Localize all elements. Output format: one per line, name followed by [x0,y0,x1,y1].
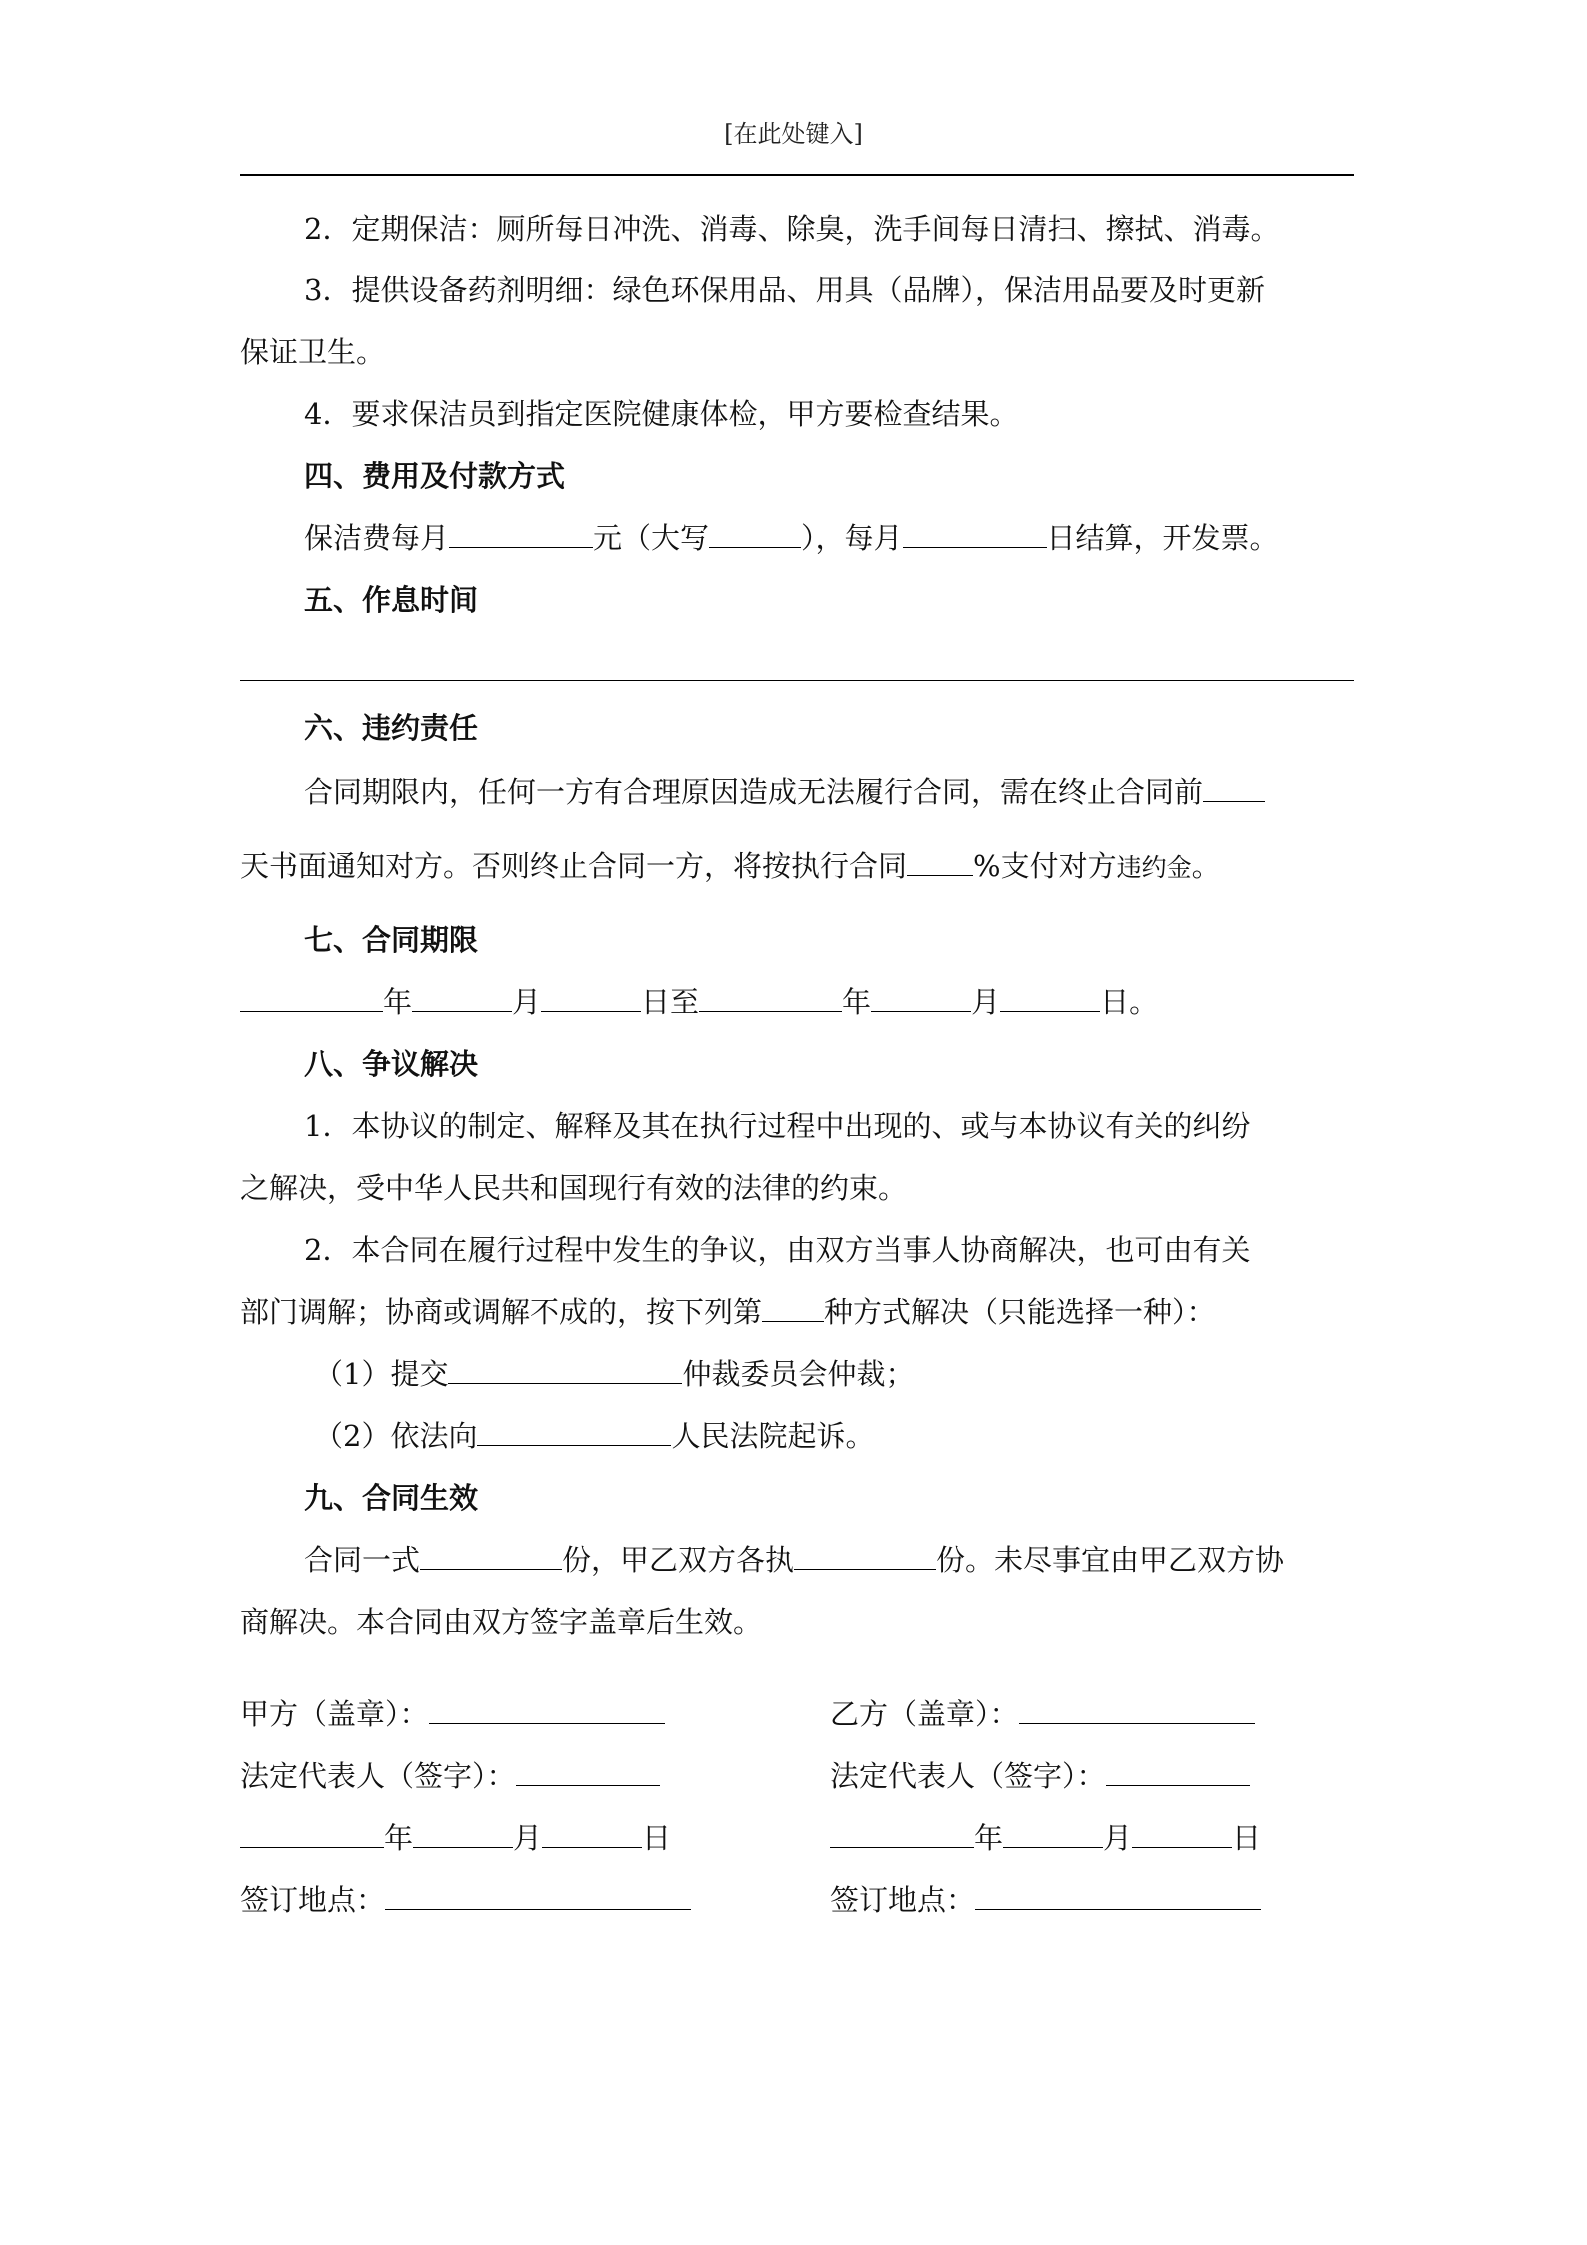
fee-label: 保洁费每月 [304,521,450,555]
effect-line-2: 商解决。本合同由双方签字盖章后生效。 [240,1605,763,1639]
settle-day-blank [903,517,1047,548]
breach-text-end: 。 [1191,849,1221,883]
start-day-blank [541,981,641,1012]
term-year-1: 年 [383,985,413,1019]
clause-3-2: 2．定期保洁：厕所每日冲洗、消毒、除臭，洗手间每日清扫、擦拭、消毒。 [304,212,1280,246]
party-a-place [240,1878,691,1919]
effect-text-1: 合同一式 [304,1543,421,1577]
party-a-year: 年 [384,1821,414,1855]
party-b-day: 日 [1232,1821,1262,1855]
section-7-heading: 七、合同期限 [304,923,479,957]
party-a-seal-blank [429,1693,665,1724]
section-6-heading: 六、违约责任 [304,711,479,745]
breach-text-3: %支付对方 [973,849,1117,883]
clause-3-3: 3．提供设备药剂明细：绿色环保用品、用具（品牌），保洁用品要及时更新 [304,273,1265,307]
party-a-seal [240,1692,665,1733]
notice-days-blank [1203,771,1265,802]
party-b-seal [830,1692,1255,1733]
party-b-day-blank [1132,1817,1232,1848]
penalty-word: 违约金 [1116,853,1192,882]
party-b-rep [830,1754,1250,1795]
option-1 [240,1352,1428,1393]
party-b-place-label: 签订地点： [830,1883,976,1917]
arbitration-blank [448,1353,682,1384]
party-a-rep-label: 法定代表人（签字）： [240,1759,516,1793]
party-a-place-label: 签订地点： [240,1883,386,1917]
breach-line-1 [240,770,1418,811]
party-b-place [830,1878,1261,1919]
section-9-heading: 九、合同生效 [304,1481,479,1515]
fee-line [240,516,1418,557]
clause-8-2: 2．本合同在履行过程中发生的争议，由双方当事人协商解决，也可由有关 [304,1233,1251,1267]
fee-words-blank [709,517,801,548]
party-b-rep-label: 法定代表人（签字）： [830,1759,1106,1793]
party-b-rep-blank [1106,1755,1250,1786]
clause-8-1-cont: 之解决，受中华人民共和国现行有效的法律的约束。 [240,1171,908,1205]
party-a-place-blank [385,1879,691,1910]
effect-text-3: 份。未尽事宜由甲乙双方协 [936,1543,1285,1577]
option-2-text: 人民法院起诉。 [671,1419,875,1453]
party-a-day: 日 [642,1821,672,1855]
section-5-heading: 五、作息时间 [304,583,479,617]
court-blank [477,1415,671,1446]
party-b-year-blank [830,1817,974,1848]
breach-text-1: 合同期限内，任何一方有合理原因造成无法履行合同，需在终止合同前 [304,775,1204,809]
party-a-year-blank [240,1817,384,1848]
start-month-blank [412,981,512,1012]
party-b-month-blank [1003,1817,1103,1848]
breach-text-2: 天书面通知对方。否则终止合同一方，将按执行合同 [240,849,908,883]
work-time-blank-line [240,680,1354,681]
term-day-2: 日。 [1100,985,1159,1019]
term-month-2: 月 [971,985,1001,1019]
option-2-label: （2）依法向 [314,1419,478,1453]
party-b-label: 乙方（盖章）： [830,1697,1019,1731]
party-b-date [830,1816,1261,1857]
page-header: [在此处键入] [724,120,863,148]
option-1-text: 仲裁委员会仲裁； [682,1357,915,1391]
option-2 [240,1414,1428,1455]
effect-text-2: 份，甲乙双方各执 [562,1543,795,1577]
copies-each-blank [794,1539,936,1570]
party-b-month: 月 [1103,1821,1133,1855]
clause-3-3-cont: 保证卫生。 [240,335,386,369]
clause-3-4: 4．要求保洁员到指定医院健康体检，甲方要检查结果。 [304,397,1019,431]
term-year-2: 年 [842,985,872,1019]
start-year-blank [240,981,383,1012]
header-rule [240,174,1354,176]
party-a-day-blank [542,1817,642,1848]
breach-line-2 [240,844,1354,885]
clause-8-2-text-2: 种方式解决（只能选择一种）： [824,1295,1216,1329]
section-4-heading: 四、费用及付款方式 [304,459,566,493]
party-a-month: 月 [513,1821,543,1855]
fee-amount-blank [449,517,593,548]
section-8-heading: 八、争议解决 [304,1047,479,1081]
fee-label-2: 元（大写 [593,521,710,555]
party-a-rep-blank [516,1755,660,1786]
fee-label-3: ），每月 [801,521,903,555]
method-number-blank [762,1291,824,1322]
party-a-rep [240,1754,660,1795]
term-line [240,980,1354,1021]
clause-8-2-text: 部门调解；协商或调解不成的，按下列第 [240,1295,763,1329]
party-a-month-blank [413,1817,513,1848]
party-b-seal-blank [1019,1693,1255,1724]
party-a-label: 甲方（盖章）： [240,1697,429,1731]
effect-line-1 [240,1538,1418,1579]
fee-label-4: 日结算，开发票。 [1046,521,1279,555]
end-month-blank [871,981,971,1012]
party-b-year: 年 [974,1821,1004,1855]
term-month-1: 月 [512,985,542,1019]
clause-8-1: 1．本协议的制定、解释及其在执行过程中出现的、或与本协议有关的纠纷 [304,1109,1251,1143]
copies-total-blank [420,1539,562,1570]
term-day-1: 日至 [641,985,700,1019]
option-1-label: （1）提交 [314,1357,449,1391]
penalty-percent-blank [907,845,973,876]
end-day-blank [1000,981,1100,1012]
clause-8-2-cont [240,1290,1354,1331]
party-b-place-blank [975,1879,1261,1910]
end-year-blank [699,981,842,1012]
party-a-date [240,1816,671,1857]
